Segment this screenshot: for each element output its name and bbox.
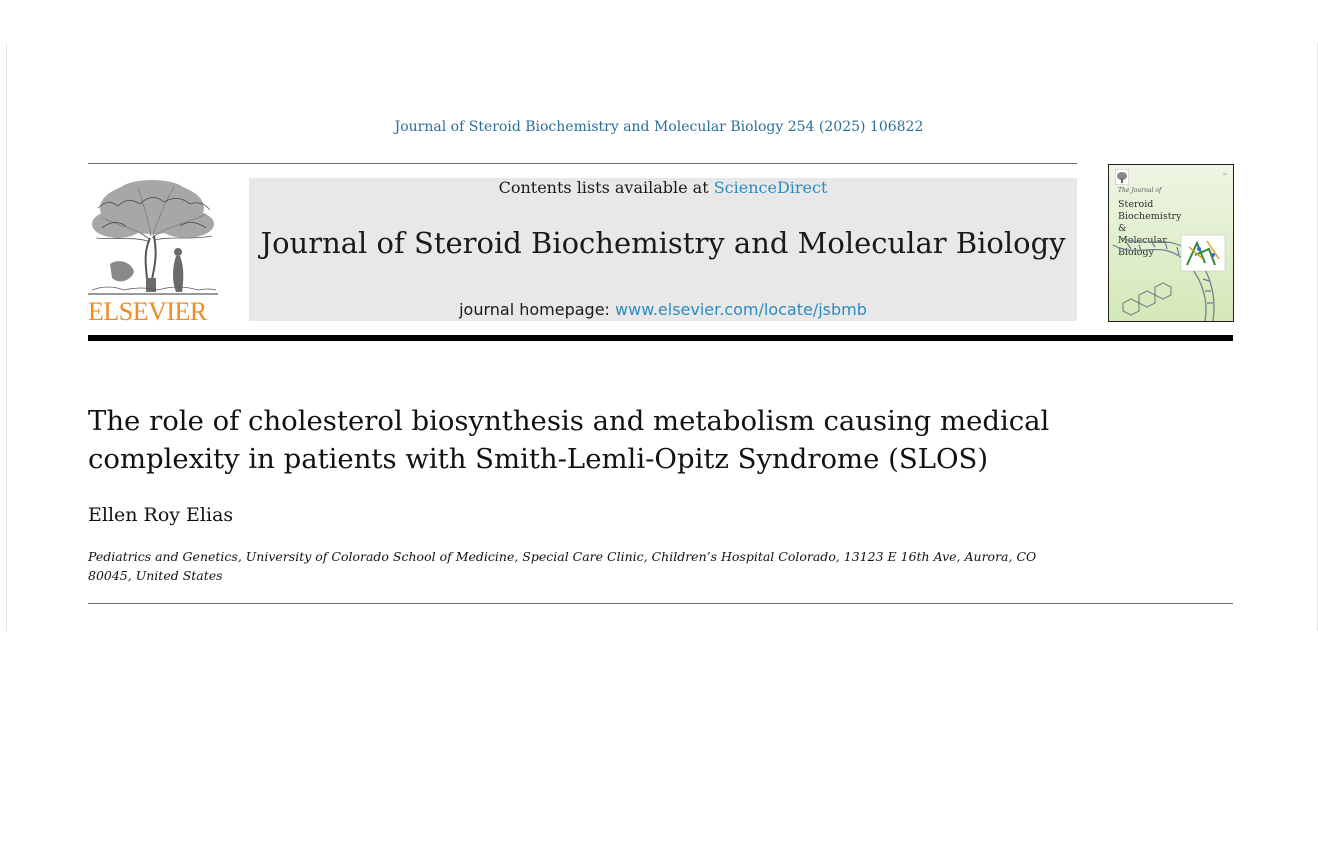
journal-citation[interactable]: Journal of Steroid Biochemistry and Molecular Biology 254 (2025) 106822 <box>394 119 924 135</box>
journal-banner <box>249 178 1077 321</box>
elsevier-wordmark[interactable]: ELSEVIER <box>88 297 207 326</box>
cover-title-line: Biochemistry & <box>1118 211 1182 234</box>
article-title: The role of cholesterol biosynthesis and metabolism causing medical complexity in patients with Smith-Lemli-Opitz Syndrome (SLOS) <box>88 405 1050 475</box>
cover-small-text: The Journal of <box>1118 187 1162 194</box>
homepage-line <box>249 300 1077 319</box>
contents-prefix: Contents lists available at <box>498 178 714 197</box>
elsevier-mini-logo-icon <box>1115 169 1129 185</box>
header-rule <box>88 163 1077 164</box>
journal-cover-image[interactable] <box>1108 164 1234 322</box>
journal-name: Journal of Steroid Biochemistry and Molecular Biology <box>260 226 1066 260</box>
contents-line <box>249 178 1077 197</box>
journal-homepage-link[interactable]: www.elsevier.com/locate/jsbmb <box>615 300 867 319</box>
article-author[interactable]: Ellen Roy Elias <box>88 504 234 526</box>
author-affiliation: Pediatrics and Genetics, University of Colorado School of Medicine, Special Care Clinic, Children’s Hospital Colorado, 13123 E 16th Ave, Aurora, CO 80045, United States <box>88 549 1037 583</box>
cover-title-line: Molecular <box>1118 235 1167 246</box>
dna-molecule-icon <box>1109 229 1233 321</box>
cover-title-line: Biology <box>1118 247 1154 258</box>
homepage-prefix: journal homepage: <box>459 300 616 319</box>
section-rule <box>88 603 1233 604</box>
cover-title-line: Steroid <box>1118 199 1154 210</box>
header-thick-rule <box>88 335 1233 341</box>
cover-issn-mark: ▭ <box>1223 171 1227 176</box>
sciencedirect-link[interactable]: ScienceDirect <box>713 178 828 197</box>
